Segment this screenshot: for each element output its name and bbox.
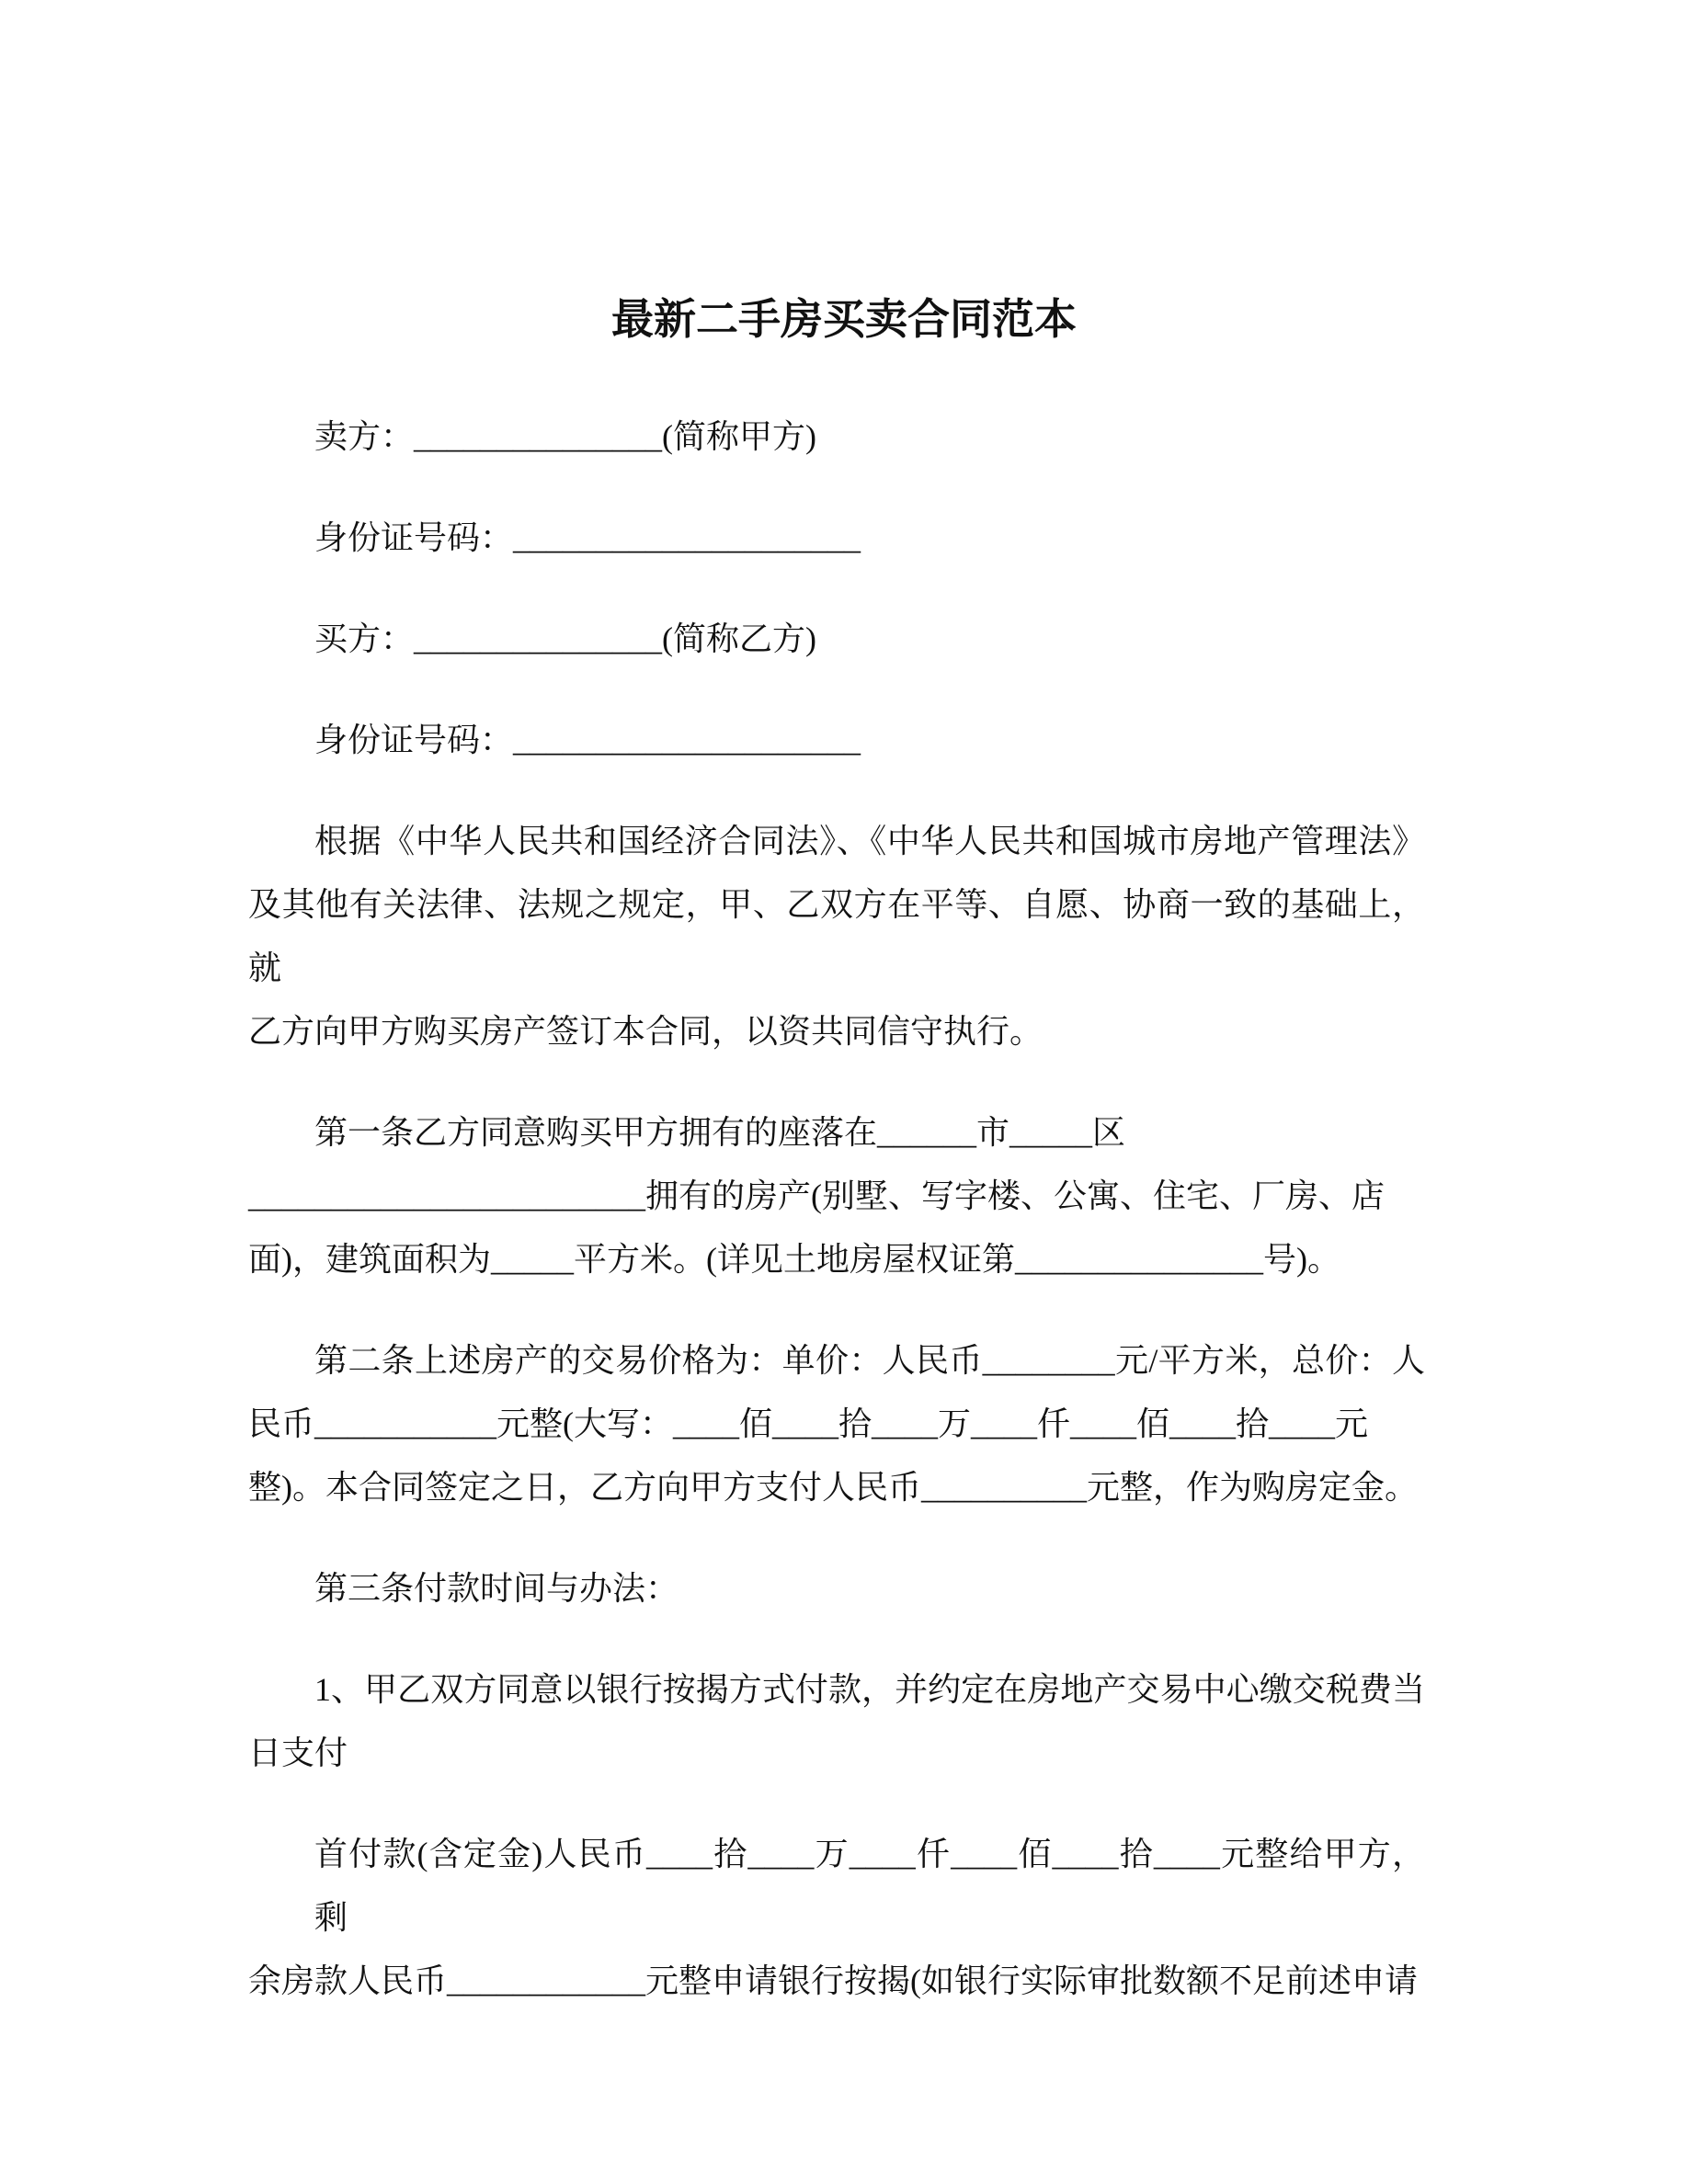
article-1-line: 面)，建筑面积为_____平方米。(详见土地房屋权证第_______________号)。 — [248, 1241, 1340, 1278]
document-title: 最新二手房买卖合同范本 — [611, 296, 1077, 343]
article-1-paragraph — [248, 1101, 1425, 1291]
payment-clause-line: 日支付 — [248, 1735, 348, 1771]
article-2-paragraph — [248, 1329, 1425, 1519]
down-payment-paragraph — [248, 1823, 1425, 2013]
buyer-line: 买方：_______________(简称乙方) — [314, 620, 816, 657]
buyer-id-paragraph — [248, 709, 1425, 772]
seller-id-line: 身份证号码：_____________________ — [314, 519, 861, 556]
article-1-line: ________________________拥有的房产(别墅、写字楼、公寓、住宅、厂房、店 — [248, 1177, 1385, 1214]
buyer-id-line: 身份证号码：_____________________ — [314, 722, 861, 758]
preamble-line: 及其他有关法律、法规之规定，甲、乙双方在平等、自愿、协商一致的基础上，就 — [248, 886, 1425, 986]
preamble-line: 乙方向甲方购买房产签订本合同，以资共同信守执行。 — [248, 1013, 1044, 1050]
article-3-paragraph — [248, 1557, 1425, 1621]
article-1-line: 第一条乙方同意购买甲方拥有的座落在______市_____区 — [314, 1114, 1126, 1151]
article-2-line: 第二条上述房产的交易价格为：单价：人民币________元/平方米，总价：人 — [314, 1342, 1425, 1379]
article-3-heading: 第三条付款时间与办法： — [314, 1570, 679, 1607]
buyer-paragraph — [248, 608, 1425, 671]
document-body — [248, 405, 1425, 2013]
seller-paragraph — [248, 405, 1425, 469]
down-payment-line: 首付款(含定金)人民币____拾____万____仟____佰____拾____元整给甲方，剩 — [314, 1836, 1425, 1936]
seller-id-paragraph — [248, 506, 1425, 570]
payment-clause-line: 1、甲乙双方同意以银行按揭方式付款，并约定在房地产交易中心缴交税费当 — [314, 1671, 1425, 1708]
down-payment-line: 余房款人民币____________元整申请银行按揭(如银行实际审批数额不足前述申请 — [248, 1962, 1418, 1999]
payment-clause-paragraph — [248, 1658, 1425, 1785]
preamble-paragraph — [248, 810, 1425, 1064]
article-2-line: 整)。本合同签定之日，乙方向甲方支付人民币__________元整，作为购房定金。 — [248, 1469, 1418, 1506]
preamble-line: 根据《中华人民共和国经济合同法》、《中华人民共和国城市房地产管理法》 — [314, 823, 1425, 859]
article-2-line: 民币___________元整(大写：____佰____拾____万____仟____佰____拾____元 — [248, 1405, 1368, 1442]
seller-line: 卖方：_______________(简称甲方) — [314, 418, 816, 455]
